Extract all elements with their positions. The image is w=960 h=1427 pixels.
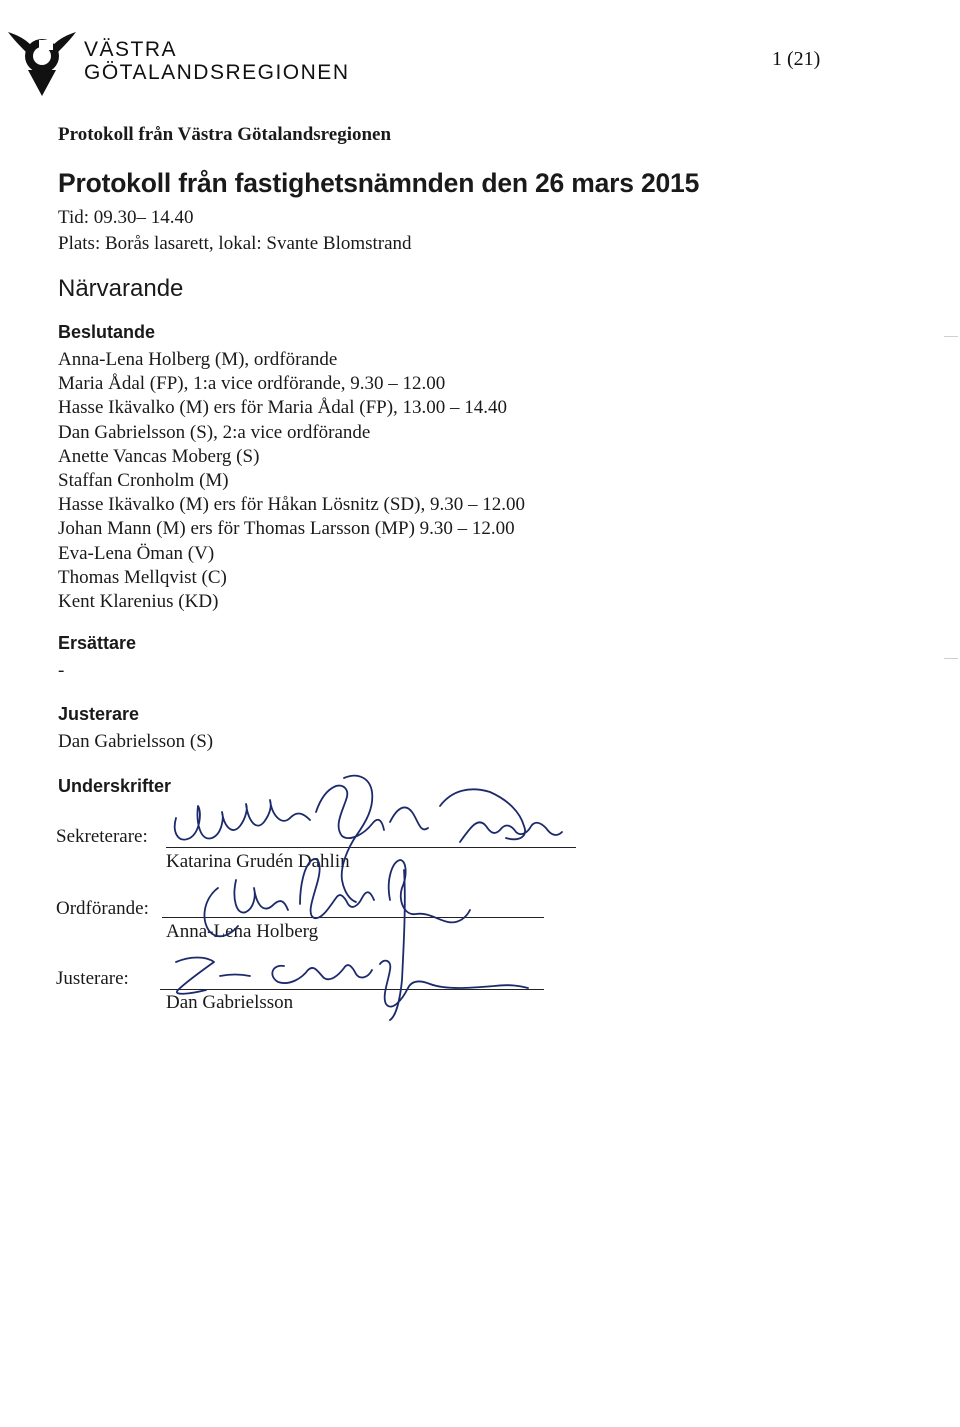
document-header: Protokoll från Västra Götalandsregionen — [58, 124, 392, 145]
list-item: Johan Mann (M) ers för Thomas Larsson (MP) 9.30 – 12.00 — [58, 518, 515, 540]
org-name-line1: VÄSTRA — [84, 38, 178, 61]
list-item: Anna-Lena Holberg (M), ordförande — [58, 349, 338, 370]
attendance-title: Närvarande — [58, 275, 184, 302]
list-item: Eva-Lena Öman (V) — [58, 542, 215, 564]
secretary-label: Sekreterare: — [56, 826, 148, 847]
adjusters-heading: Justerare — [58, 704, 140, 724]
adjuster-name: Dan Gabrielsson (S) — [58, 731, 214, 752]
list-item: Dan Gabrielsson (S), 2:a vice ordförande — [58, 421, 371, 443]
secretary-signature — [175, 786, 562, 842]
secretary-name: Katarina Grudén Dahlin — [166, 851, 350, 872]
chair-signature-stroke — [390, 870, 405, 1020]
list-item: Anette Vancas Moberg (S) — [58, 445, 260, 467]
adjuster-signature-line — [160, 989, 544, 990]
list-item: Hasse Ikävalko (M) ers för Maria Ådal (FP), 13.00 – 14.40 — [58, 397, 508, 419]
vgr-logo-icon — [6, 26, 78, 98]
scan-edge-mark — [944, 336, 958, 337]
chair-label: Ordförande: — [56, 898, 149, 919]
signatures-heading: Underskrifter — [58, 776, 172, 796]
organization-name — [84, 38, 349, 84]
meeting-time: Tid: 09.30– 14.40 — [58, 207, 194, 228]
chair-signature-line — [162, 917, 544, 918]
list-item: Hasse Ikävalko (M) ers för Håkan Lösnitz (SD), 9.30 – 12.00 — [58, 494, 525, 516]
scan-edge-mark — [944, 658, 958, 659]
list-item: Staffan Cronholm (M) — [58, 470, 229, 492]
list-item: Maria Ådal (FP), 1:a vice ordförande, 9.30 – 12.00 — [58, 373, 446, 395]
secretary-signature-line — [166, 847, 576, 848]
substitutes-value: - — [58, 660, 65, 681]
adjuster-signature-name: Dan Gabrielsson — [166, 992, 294, 1013]
org-name-line2: GÖTALANDSREGIONEN — [84, 61, 350, 84]
page-number: 1 (21) — [772, 48, 821, 70]
secretary-signature-flourish — [342, 776, 373, 902]
document-title: Protokoll från fastighetsnämnden den 26 mars 2015 — [58, 168, 700, 198]
chair-name: Anna-Lena Holberg — [166, 921, 319, 942]
list-item: Kent Klarenius (KD) — [58, 591, 219, 613]
adjuster-label: Justerare: — [56, 968, 129, 989]
substitutes-heading: Ersättare — [58, 633, 137, 653]
decision-makers-list — [58, 348, 525, 614]
list-item: Thomas Mellqvist (C) — [58, 566, 227, 588]
meeting-place: Plats: Borås lasarett, lokal: Svante Blomstrand — [58, 233, 412, 254]
decision-makers-heading: Beslutande — [58, 322, 156, 342]
